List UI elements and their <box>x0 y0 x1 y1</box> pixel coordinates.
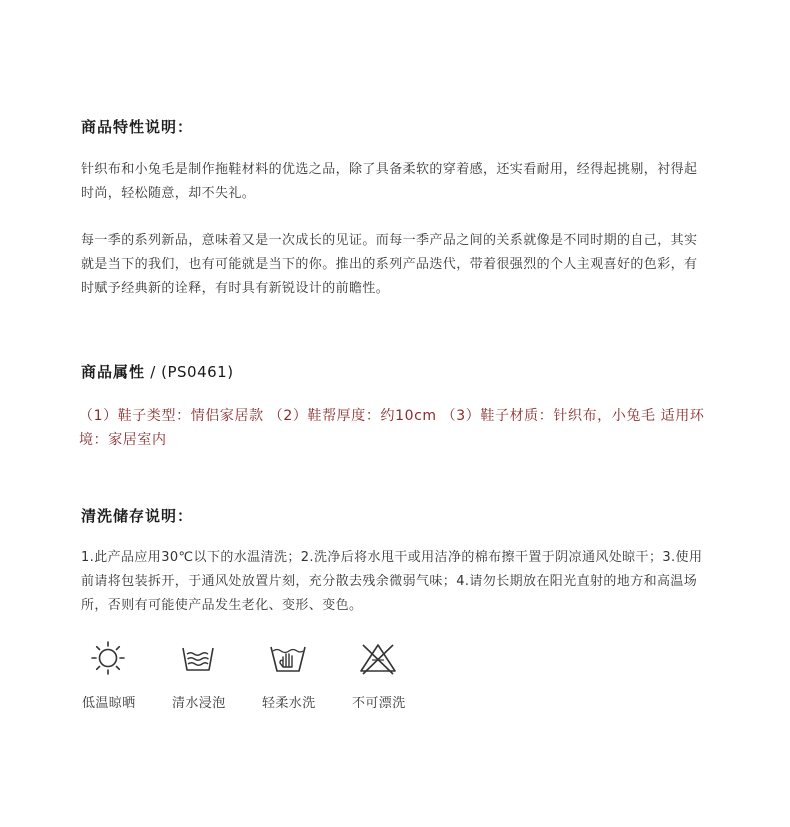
care-label: 低温晾晒 <box>82 696 136 711</box>
features-p2-line: 每一季的系列新品，意味着又是一次成长的见证。而每一季产品之间的关系就像是不同时期的自己，其实 <box>81 233 698 248</box>
features-heading: 商品特性说明： <box>81 118 194 136</box>
care-heading: 清洗储存说明： <box>81 507 194 525</box>
product-code: / (PS0461) <box>145 363 234 381</box>
care-instructions <box>81 546 713 618</box>
attributes-line: 境：家居室内 <box>79 432 167 448</box>
care-item-soak <box>168 640 248 720</box>
attributes-line: （1）鞋子类型：情侣家居款 （2）鞋帮厚度：约10cm （3）鞋子材质：针织布，小兔毛 适用环 <box>79 408 705 424</box>
no-bleach-icon <box>358 640 398 676</box>
features-p1-line: 针织布和小兔毛是制作拖鞋材料的优选之品，除了具备柔软的穿着感，还实看耐用，经得起挑剔，衬得起 <box>81 162 698 177</box>
hand-wash-icon <box>268 640 308 676</box>
care-item-gentle-wash <box>258 640 338 720</box>
attributes-title: 商品属性 <box>81 363 146 381</box>
care-line: 1.此产品应用30℃以下的水温清洗；2.洗净后将水甩干或用洁净的棉布擦干置于阴凉通风处晾干；3.使用 <box>81 550 703 565</box>
features-p2-line: 时赋予经典新的诠释，有时具有新锐设计的前瞻性。 <box>81 281 390 296</box>
care-line: 所，否则有可能使产品发生老化、变形、变色。 <box>81 598 363 613</box>
care-item-low-temp-dry <box>78 640 158 720</box>
care-label: 清水浸泡 <box>172 696 226 711</box>
features-p1-line: 时尚，轻松随意，却不失礼。 <box>81 186 256 201</box>
care-icons <box>78 640 438 720</box>
attributes-heading <box>81 362 234 382</box>
features-paragraph-2 <box>81 229 713 301</box>
care-label: 轻柔水洗 <box>262 696 316 711</box>
sun-icon <box>88 640 128 676</box>
attributes-list <box>79 404 719 452</box>
care-line: 前请将包装拆开，于通风处放置片刻，充分散去残余微弱气味；4.请勿长期放在阳光直射的地方和高温场 <box>81 574 698 589</box>
features-p2-line: 就是当下的我们，也有可能就是当下的你。推出的系列产品迭代，带着很强烈的个人主观喜好的色彩，有 <box>81 257 698 272</box>
water-tub-icon <box>178 640 218 676</box>
care-label: 不可漂洗 <box>352 696 406 711</box>
features-paragraph-1 <box>81 158 713 206</box>
care-item-no-bleach <box>348 640 428 720</box>
